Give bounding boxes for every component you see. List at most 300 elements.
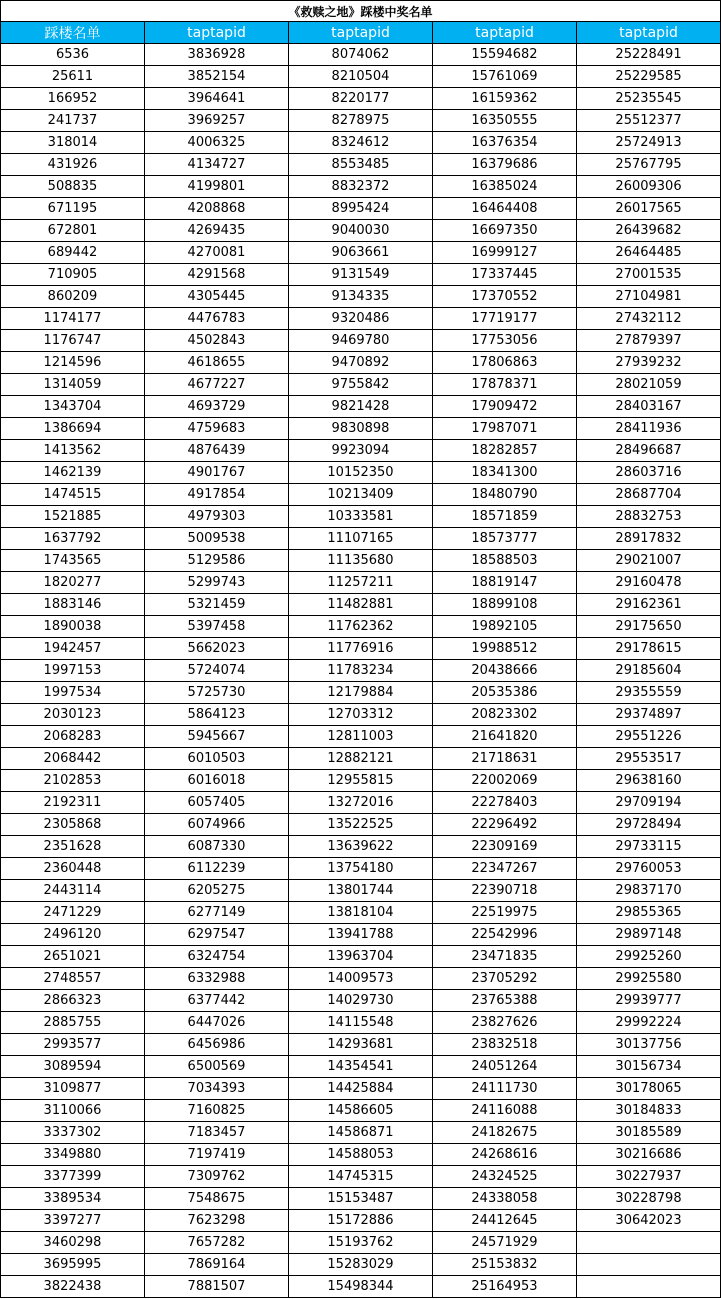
table-row xyxy=(1,1100,721,1122)
table-cell: 20823302 xyxy=(433,704,577,726)
table-cell: 4269435 xyxy=(145,220,289,242)
table-cell: 29709194 xyxy=(577,792,721,814)
table-cell: 2496120 xyxy=(1,924,145,946)
table-row xyxy=(1,132,721,154)
table-cell: 13272016 xyxy=(289,792,433,814)
table-cell: 3110066 xyxy=(1,1100,145,1122)
table-cell: 8210504 xyxy=(289,66,433,88)
table-cell: 2192311 xyxy=(1,792,145,814)
table-cell: 9470892 xyxy=(289,352,433,374)
table-cell: 29939777 xyxy=(577,990,721,1012)
table-cell: 14745315 xyxy=(289,1166,433,1188)
table-row xyxy=(1,352,721,374)
table-cell: 1174177 xyxy=(1,308,145,330)
table-cell: 29160478 xyxy=(577,572,721,594)
table-cell: 4305445 xyxy=(145,286,289,308)
table-row xyxy=(1,660,721,682)
table-cell: 13941788 xyxy=(289,924,433,946)
table-cell: 4006325 xyxy=(145,132,289,154)
table-cell: 431926 xyxy=(1,154,145,176)
table-cell: 4502843 xyxy=(145,330,289,352)
table-row xyxy=(1,946,721,968)
table-cell: 16376354 xyxy=(433,132,577,154)
table-cell: 17806863 xyxy=(433,352,577,374)
table-cell: 4199801 xyxy=(145,176,289,198)
table-cell: 29021007 xyxy=(577,550,721,572)
table-cell: 30156734 xyxy=(577,1056,721,1078)
table-cell: 14293681 xyxy=(289,1034,433,1056)
table-cell: 29162361 xyxy=(577,594,721,616)
table-cell: 11257211 xyxy=(289,572,433,594)
table-cell: 3695995 xyxy=(1,1254,145,1276)
table-cell: 22390718 xyxy=(433,880,577,902)
table-cell: 1314059 xyxy=(1,374,145,396)
table-cell: 4476783 xyxy=(145,308,289,330)
table-row xyxy=(1,968,721,990)
table-cell: 13801744 xyxy=(289,880,433,902)
table-cell: 4979303 xyxy=(145,506,289,528)
table-cell: 3836928 xyxy=(145,44,289,66)
table-cell: 8832372 xyxy=(289,176,433,198)
table-cell: 1176747 xyxy=(1,330,145,352)
table-cell: 2068283 xyxy=(1,726,145,748)
table-cell: 14029730 xyxy=(289,990,433,1012)
table-row xyxy=(1,88,721,110)
table-cell: 11482881 xyxy=(289,594,433,616)
table-cell: 1997534 xyxy=(1,682,145,704)
table-cell: 29355559 xyxy=(577,682,721,704)
table-cell: 8553485 xyxy=(289,154,433,176)
table-cell: 11135680 xyxy=(289,550,433,572)
title-row xyxy=(1,1,721,22)
table-cell: 2885755 xyxy=(1,1012,145,1034)
table-row xyxy=(1,396,721,418)
table-cell: 4693729 xyxy=(145,396,289,418)
table-cell: 2030123 xyxy=(1,704,145,726)
table-cell: 16464408 xyxy=(433,198,577,220)
table-cell: 22519975 xyxy=(433,902,577,924)
table-cell: 26009306 xyxy=(577,176,721,198)
table-cell: 17337445 xyxy=(433,264,577,286)
table-cell: 9063661 xyxy=(289,242,433,264)
table-cell: 29760053 xyxy=(577,858,721,880)
table-cell: 2360448 xyxy=(1,858,145,880)
table-cell: 21718631 xyxy=(433,748,577,770)
table-cell: 5724074 xyxy=(145,660,289,682)
table-cell: 1637792 xyxy=(1,528,145,550)
table-cell: 1883146 xyxy=(1,594,145,616)
table-row xyxy=(1,1078,721,1100)
table-row xyxy=(1,242,721,264)
table-cell: 7197419 xyxy=(145,1144,289,1166)
table-cell: 6016018 xyxy=(145,770,289,792)
table-cell: 4270081 xyxy=(145,242,289,264)
table-cell: 22542996 xyxy=(433,924,577,946)
table-cell: 7160825 xyxy=(145,1100,289,1122)
table-cell: 15172886 xyxy=(289,1210,433,1232)
table-cell: 3337302 xyxy=(1,1122,145,1144)
table-cell: 29728494 xyxy=(577,814,721,836)
table-cell: 4759683 xyxy=(145,418,289,440)
table-cell: 860209 xyxy=(1,286,145,308)
table-cell: 8278975 xyxy=(289,110,433,132)
table-cell: 22278403 xyxy=(433,792,577,814)
table-row xyxy=(1,682,721,704)
table-cell: 6536 xyxy=(1,44,145,66)
table-cell: 9923094 xyxy=(289,440,433,462)
table-cell: 13963704 xyxy=(289,946,433,968)
table-cell: 7548675 xyxy=(145,1188,289,1210)
table-cell: 7657282 xyxy=(145,1232,289,1254)
table-cell: 22309169 xyxy=(433,836,577,858)
table-cell: 20535386 xyxy=(433,682,577,704)
table-cell: 11783234 xyxy=(289,660,433,682)
table-cell: 14586605 xyxy=(289,1100,433,1122)
table-cell: 28496687 xyxy=(577,440,721,462)
table-cell: 12882121 xyxy=(289,748,433,770)
table-cell: 15761069 xyxy=(433,66,577,88)
table-cell: 2102853 xyxy=(1,770,145,792)
table-cell: 12179884 xyxy=(289,682,433,704)
table-row xyxy=(1,616,721,638)
table-cell: 29551226 xyxy=(577,726,721,748)
table-cell: 26464485 xyxy=(577,242,721,264)
table-cell: 30185589 xyxy=(577,1122,721,1144)
table-cell: 17909472 xyxy=(433,396,577,418)
table-row xyxy=(1,1012,721,1034)
table-cell: 30228798 xyxy=(577,1188,721,1210)
table-row xyxy=(1,1276,721,1298)
table-cell: 7623298 xyxy=(145,1210,289,1232)
table-cell: 5725730 xyxy=(145,682,289,704)
table-cell: 18819147 xyxy=(433,572,577,594)
table-row xyxy=(1,528,721,550)
table-row xyxy=(1,792,721,814)
table-row xyxy=(1,308,721,330)
table-row xyxy=(1,462,721,484)
table-cell: 24182675 xyxy=(433,1122,577,1144)
table-cell: 28917832 xyxy=(577,528,721,550)
table-row xyxy=(1,550,721,572)
table-cell: 15283029 xyxy=(289,1254,433,1276)
table-cell xyxy=(577,1276,721,1298)
table-cell: 17987071 xyxy=(433,418,577,440)
table-cell: 28411936 xyxy=(577,418,721,440)
table-cell: 16159362 xyxy=(433,88,577,110)
table-cell: 24571929 xyxy=(433,1232,577,1254)
table-cell: 26017565 xyxy=(577,198,721,220)
table-cell: 29855365 xyxy=(577,902,721,924)
table-cell: 25724913 xyxy=(577,132,721,154)
table-cell: 2305868 xyxy=(1,814,145,836)
table-cell: 1214596 xyxy=(1,352,145,374)
table-row xyxy=(1,770,721,792)
table-row xyxy=(1,902,721,924)
table-cell: 5321459 xyxy=(145,594,289,616)
table-row xyxy=(1,1056,721,1078)
table-cell: 3969257 xyxy=(145,110,289,132)
table-cell: 6447026 xyxy=(145,1012,289,1034)
table-cell: 6500569 xyxy=(145,1056,289,1078)
table-cell: 14115548 xyxy=(289,1012,433,1034)
table-cell: 23832518 xyxy=(433,1034,577,1056)
table-row xyxy=(1,924,721,946)
table-row xyxy=(1,374,721,396)
table-cell: 166952 xyxy=(1,88,145,110)
table-cell: 25228491 xyxy=(577,44,721,66)
table-cell: 3397277 xyxy=(1,1210,145,1232)
table-cell: 24268616 xyxy=(433,1144,577,1166)
table-row xyxy=(1,1232,721,1254)
table-cell: 18571859 xyxy=(433,506,577,528)
table-cell: 1942457 xyxy=(1,638,145,660)
table-cell: 14354541 xyxy=(289,1056,433,1078)
table-cell: 4677227 xyxy=(145,374,289,396)
table-cell: 6057405 xyxy=(145,792,289,814)
table-cell: 24116088 xyxy=(433,1100,577,1122)
table-cell: 7881507 xyxy=(145,1276,289,1298)
table-cell: 13754180 xyxy=(289,858,433,880)
table-cell: 3964641 xyxy=(145,88,289,110)
table-cell: 24324525 xyxy=(433,1166,577,1188)
table-cell: 2993577 xyxy=(1,1034,145,1056)
table-row xyxy=(1,726,721,748)
table-cell: 14586871 xyxy=(289,1122,433,1144)
table-cell: 689442 xyxy=(1,242,145,264)
header-row xyxy=(1,22,721,44)
table-cell: 27104981 xyxy=(577,286,721,308)
table-cell: 1413562 xyxy=(1,440,145,462)
table-cell: 15594682 xyxy=(433,44,577,66)
table-row xyxy=(1,990,721,1012)
table-cell: 2748557 xyxy=(1,968,145,990)
column-header-floor-list: 踩楼名单 xyxy=(1,22,145,44)
table-row xyxy=(1,748,721,770)
table-cell: 28603716 xyxy=(577,462,721,484)
table-cell: 6297547 xyxy=(145,924,289,946)
table-cell: 6074966 xyxy=(145,814,289,836)
table-row xyxy=(1,1254,721,1276)
column-header-taptapid-2: taptapid xyxy=(289,22,433,44)
table-cell: 2866323 xyxy=(1,990,145,1012)
table-row xyxy=(1,704,721,726)
table-row xyxy=(1,638,721,660)
table-cell: 18341300 xyxy=(433,462,577,484)
table-row xyxy=(1,154,721,176)
table-cell: 30184833 xyxy=(577,1100,721,1122)
table-cell: 1820277 xyxy=(1,572,145,594)
table-cell: 27432112 xyxy=(577,308,721,330)
table-cell: 17719177 xyxy=(433,308,577,330)
table-cell: 6456986 xyxy=(145,1034,289,1056)
table-cell: 7183457 xyxy=(145,1122,289,1144)
table-cell: 5129586 xyxy=(145,550,289,572)
table-cell: 12703312 xyxy=(289,704,433,726)
table-cell: 11776916 xyxy=(289,638,433,660)
table-cell: 14009573 xyxy=(289,968,433,990)
table-cell: 241737 xyxy=(1,110,145,132)
table-cell: 9320486 xyxy=(289,308,433,330)
table-cell: 8995424 xyxy=(289,198,433,220)
table-cell: 27879397 xyxy=(577,330,721,352)
table-cell: 29837170 xyxy=(577,880,721,902)
table-cell: 6112239 xyxy=(145,858,289,880)
table-cell: 10333581 xyxy=(289,506,433,528)
table-cell: 1343704 xyxy=(1,396,145,418)
table-row xyxy=(1,1144,721,1166)
table-cell: 8324612 xyxy=(289,132,433,154)
table-cell: 25229585 xyxy=(577,66,721,88)
table-cell: 29925260 xyxy=(577,946,721,968)
table-row xyxy=(1,66,721,88)
table-row xyxy=(1,594,721,616)
table-row xyxy=(1,286,721,308)
table-cell: 3460298 xyxy=(1,1232,145,1254)
table-cell: 25235545 xyxy=(577,88,721,110)
table-cell: 24051264 xyxy=(433,1056,577,1078)
table-row xyxy=(1,1210,721,1232)
table-cell: 30137756 xyxy=(577,1034,721,1056)
table-cell: 2068442 xyxy=(1,748,145,770)
table-cell: 29733115 xyxy=(577,836,721,858)
table-cell: 9755842 xyxy=(289,374,433,396)
table-cell: 16379686 xyxy=(433,154,577,176)
table-cell: 5864123 xyxy=(145,704,289,726)
table-cell: 15498344 xyxy=(289,1276,433,1298)
table-cell: 29374897 xyxy=(577,704,721,726)
table-cell: 25611 xyxy=(1,66,145,88)
table-cell: 14588053 xyxy=(289,1144,433,1166)
table-cell: 7309762 xyxy=(145,1166,289,1188)
table-cell: 18480790 xyxy=(433,484,577,506)
table-cell: 2651021 xyxy=(1,946,145,968)
table-row xyxy=(1,814,721,836)
table-row xyxy=(1,484,721,506)
table-cell: 30178065 xyxy=(577,1078,721,1100)
table-cell: 7034393 xyxy=(145,1078,289,1100)
table-cell: 9821428 xyxy=(289,396,433,418)
table-cell: 3109877 xyxy=(1,1078,145,1100)
table-cell: 30216686 xyxy=(577,1144,721,1166)
table-cell: 30227937 xyxy=(577,1166,721,1188)
table-cell: 3089594 xyxy=(1,1056,145,1078)
table-cell: 12955815 xyxy=(289,770,433,792)
table-cell xyxy=(577,1232,721,1254)
table-cell: 672801 xyxy=(1,220,145,242)
table-cell: 4618655 xyxy=(145,352,289,374)
table-row xyxy=(1,858,721,880)
table-cell: 3852154 xyxy=(145,66,289,88)
table-cell: 29925580 xyxy=(577,968,721,990)
table-row xyxy=(1,418,721,440)
table-cell: 12811003 xyxy=(289,726,433,748)
table-cell: 23471835 xyxy=(433,946,577,968)
table-cell: 25153832 xyxy=(433,1254,577,1276)
table-cell: 9131549 xyxy=(289,264,433,286)
table-cell: 9469780 xyxy=(289,330,433,352)
table-cell: 6324754 xyxy=(145,946,289,968)
table-cell: 3389534 xyxy=(1,1188,145,1210)
table-cell: 29553517 xyxy=(577,748,721,770)
table-cell: 16350555 xyxy=(433,110,577,132)
table-cell: 24111730 xyxy=(433,1078,577,1100)
table-cell: 5299743 xyxy=(145,572,289,594)
table-cell: 2351628 xyxy=(1,836,145,858)
table-cell: 18573777 xyxy=(433,528,577,550)
table-cell: 4917854 xyxy=(145,484,289,506)
table-cell: 1474515 xyxy=(1,484,145,506)
table-cell: 671195 xyxy=(1,198,145,220)
table-row xyxy=(1,220,721,242)
column-header-taptapid-1: taptapid xyxy=(145,22,289,44)
table-title: 《救赎之地》踩楼中奖名单 xyxy=(1,1,721,22)
table-row xyxy=(1,506,721,528)
table-cell: 9134335 xyxy=(289,286,433,308)
table-cell: 3349880 xyxy=(1,1144,145,1166)
table-cell: 4291568 xyxy=(145,264,289,286)
table-cell: 6205275 xyxy=(145,880,289,902)
table-cell: 6377442 xyxy=(145,990,289,1012)
table-cell: 22347267 xyxy=(433,858,577,880)
table-row xyxy=(1,264,721,286)
table-cell: 25512377 xyxy=(577,110,721,132)
column-header-taptapid-4: taptapid xyxy=(577,22,721,44)
table-cell: 5945667 xyxy=(145,726,289,748)
table-cell: 3822438 xyxy=(1,1276,145,1298)
table-cell: 23765388 xyxy=(433,990,577,1012)
table-cell: 6277149 xyxy=(145,902,289,924)
table-cell: 27939232 xyxy=(577,352,721,374)
table-cell: 8220177 xyxy=(289,88,433,110)
table-cell: 16999127 xyxy=(433,242,577,264)
table-cell: 17370552 xyxy=(433,286,577,308)
table-cell: 9830898 xyxy=(289,418,433,440)
table-cell: 1462139 xyxy=(1,462,145,484)
table-cell: 26439682 xyxy=(577,220,721,242)
table-cell xyxy=(577,1254,721,1276)
table-cell: 7869164 xyxy=(145,1254,289,1276)
table-cell: 1743565 xyxy=(1,550,145,572)
table-cell: 11107165 xyxy=(289,528,433,550)
table-cell: 23827626 xyxy=(433,1012,577,1034)
table-row xyxy=(1,440,721,462)
table-cell: 27001535 xyxy=(577,264,721,286)
table-cell: 710905 xyxy=(1,264,145,286)
table-row xyxy=(1,880,721,902)
table-cell: 29992224 xyxy=(577,1012,721,1034)
table-cell: 16385024 xyxy=(433,176,577,198)
table-cell: 8074062 xyxy=(289,44,433,66)
table-cell: 18899108 xyxy=(433,594,577,616)
table-cell: 25164953 xyxy=(433,1276,577,1298)
table-cell: 20438666 xyxy=(433,660,577,682)
table-row xyxy=(1,176,721,198)
table-cell: 4876439 xyxy=(145,440,289,462)
table-cell: 11762362 xyxy=(289,616,433,638)
table-row xyxy=(1,198,721,220)
table-row xyxy=(1,836,721,858)
table-cell: 5662023 xyxy=(145,638,289,660)
table-cell: 23705292 xyxy=(433,968,577,990)
table-cell: 30642023 xyxy=(577,1210,721,1232)
table-cell: 18588503 xyxy=(433,550,577,572)
table-cell: 24412645 xyxy=(433,1210,577,1232)
table-row xyxy=(1,572,721,594)
column-header-taptapid-3: taptapid xyxy=(433,22,577,44)
table-cell: 17753056 xyxy=(433,330,577,352)
table-row xyxy=(1,44,721,66)
table-cell: 2443114 xyxy=(1,880,145,902)
